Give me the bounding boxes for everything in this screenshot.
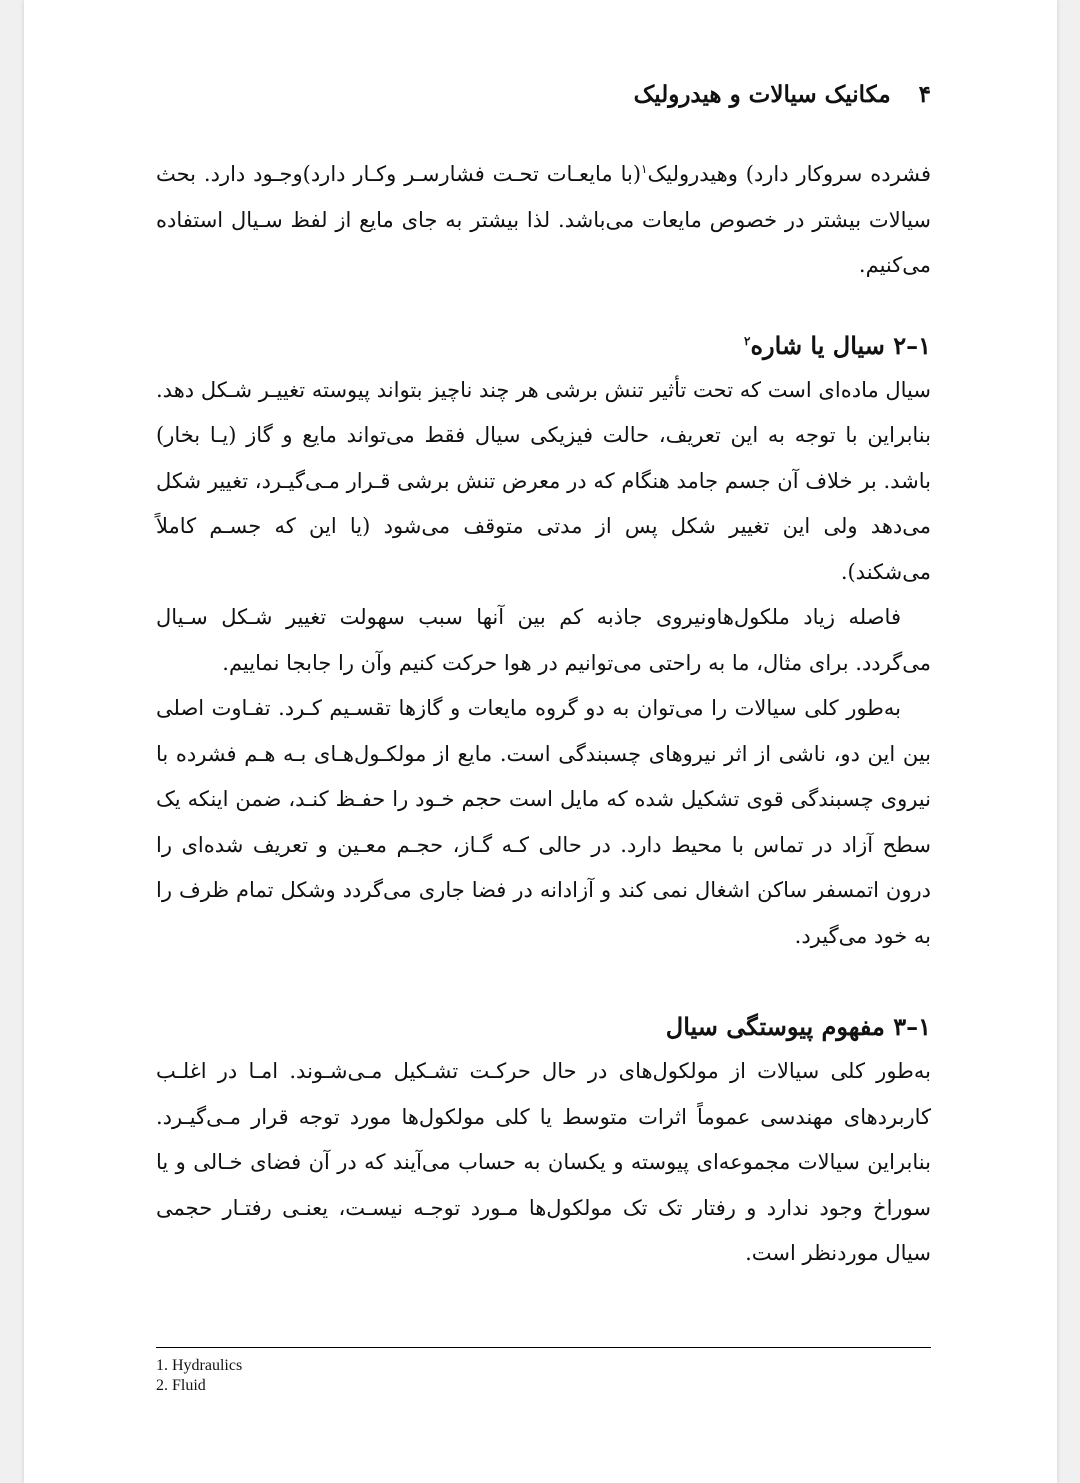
footnotes: [156, 1347, 931, 1396]
intro-paragraph: [156, 152, 931, 289]
page-body: [156, 152, 931, 1277]
book-page: [24, 0, 1057, 1483]
footnote-ref-2[interactable]: ۲: [744, 333, 751, 348]
footnote-ref-1[interactable]: ۱: [641, 162, 648, 176]
running-header: [156, 78, 931, 112]
section-1-paragraph-2: فاصله زیاد ملکول‌هاونیروی جاذبه کم بین آنها سبب سهولت تغییر شـکل سـیال می‌گردد. برای مثال، ما به راحتی می‌توانیم در هوا حرکت کنیم وآن را جابجا نماییم.: [156, 605, 931, 675]
footnote-1: 1. Hydraulics: [156, 1357, 243, 1374]
section-1-paragraph-3: به‌طور کلی سیالات را می‌توان به دو گروه مایعات و گازها تقسـیم کـرد. تفـاوت اصلی بین این دو، ناشی از اثر نیروهای چسبندگی است. مایع از مولکـول‌هـای بـه هـم فشرده با نیروی چسبندگی قوی تشکیل شده که مایل است حجم خـود را حفـظ کنـد، ضمن اینکه یک سطح آزاد در تماس با محیط دارد. در حالی کـه گـاز، حجـم معـین و تعریف شده‌ای را درون اتمسفر ساکن اشغال نمی کند و آزادانه در فضا جاری می‌گردد وشکل تمام ظرف را به خود می‌گیرد.: [156, 696, 931, 948]
section-heading-fluid: [156, 324, 931, 368]
book-title: مکانیک سیالات و هیدرولیک: [633, 81, 891, 108]
intro-text-part1: فشرده سروکار دارد) وهیدرولیک: [647, 162, 931, 186]
page-number: ۴: [918, 81, 931, 108]
section-2-paragraph-1: به‌طور کلی سیالات از مولکول‌های در حال حرکـت تشـکیل مـی‌شـوند. امـا در اغلـب کاربردهای مهندسی عموماً اثرات متوسط یا کلی مولکول‌ها مورد توجه قرار مـی‌گیـرد. بنابراین سیالات مجموعه‌ای پیوسته و یکسان به حساب می‌آیند که در آن فضای خـالی و یا سوراخ وجود ندارد و رفتار تک تک مولکول‌ها مـورد توجـه نیسـت، یعنـی رفتـار حجمی سیال موردنظر است.: [156, 1059, 931, 1265]
section-1-heading-text: ۱–۲ سیال یا شاره: [750, 330, 931, 360]
intro-text-part2: (با مایعـات تحـت فشارسـر وکـار دارد)وجـود دارد. بحث سیالات بیشتر در خصوص مایعات می‌باشد. لذا بیشتر به جای مایع از لفظ سـیال استفاده می‌کنیم.: [156, 162, 931, 277]
section-1-paragraph-1: سیال ماده‌ای است که تحت تأثیر تنش برشی هر چند ناچیز بتواند پیوسته تغییـر شـکل دهد. بنابراین با توجه به این تعریف، حالت فیزیکی سیال فقط می‌تواند مایع و گاز (یـا بخار) باشد. بر خلاف آن جسم جامد هنگام که در معرض تنش برشی قـرار مـی‌گیـرد، تغییر شکل می‌دهد ولی این تغییر شکل پس از مدتی متوقف می‌شود (یا این که جسـم کاملاً می‌شکند).: [156, 377, 931, 584]
footnote-2: 2. Fluid: [156, 1377, 206, 1394]
section-heading-continuity: ۱–۳ مفهوم پیوستگی سیال: [665, 1012, 931, 1041]
